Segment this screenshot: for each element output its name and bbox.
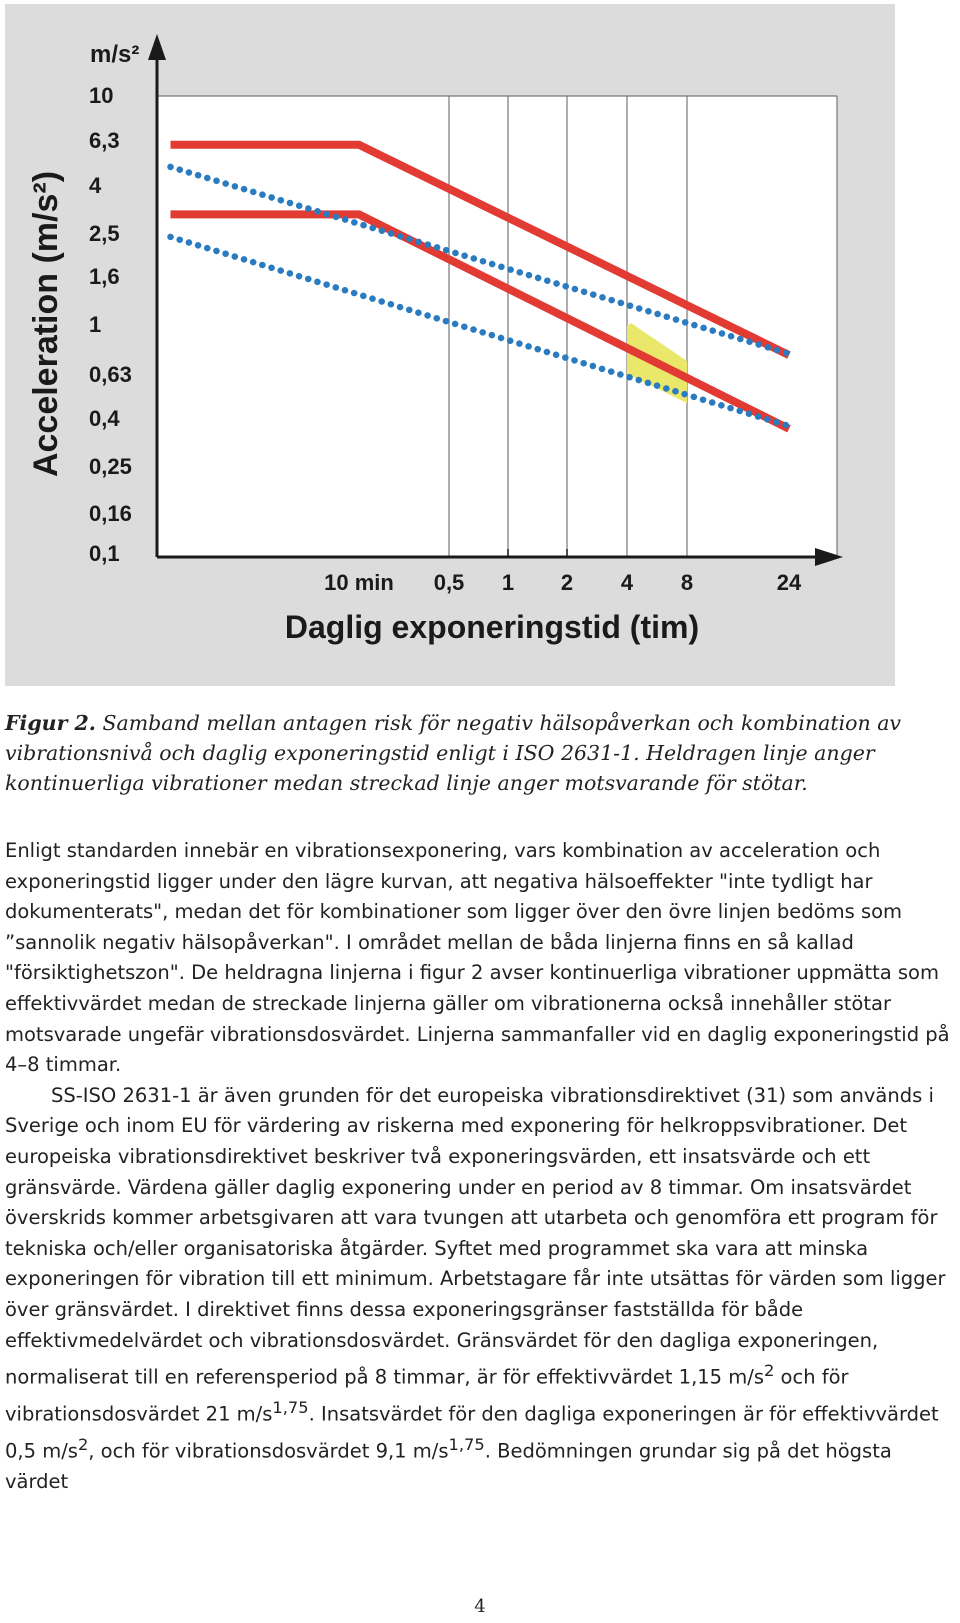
y-tick-label: 10 — [89, 83, 114, 108]
y-tick-label: 4 — [89, 173, 102, 198]
y-tick-label: 0,4 — [89, 406, 120, 431]
figure-label: Figur 2. — [5, 711, 96, 735]
superscript: 1,75 — [272, 1398, 309, 1418]
y-tick-label: 1 — [89, 312, 102, 337]
paragraph-2-part-a: SS-ISO 2631-1 är även grunden för det europeiska vibrationsdirektivet (31) som används i Sverige och inom EU för värdering av riskerna med exponering för helkroppsvibrationer. Det europeiska vibrationsdirektivet beskriver två exponeringsvärden, ett insatsvärde och ett gränsvärde. Värdena gäller daglig exponering under en period av 8 timmar. Om insatsvärdet överskrids kommer arbetsgivaren att vara tvungen att utarbeta och genomföra ett program för tekniska och/eller organisatoriska åtgärder. Syftet med programmet ska vara att minska exponeringen för vibration till ett minimum. Arbetstagare får inte utsättas för värden som ligger över gränsvärdet. I direktivet finns dessa exponeringsgränser fastställda för både effektivmedelvärdet och vibrationsdosvärdet. Gränsvärdet för den dagliga exponeringen, normaliserat till en referensperiod på 8 timmar, är för effektivvärdet 1,15 m/s — [5, 1083, 946, 1389]
paragraph-2-part-b: och för vibrationsdosvärdet 21 m/s — [5, 1365, 849, 1426]
y-tick-label: 1,6 — [89, 264, 120, 289]
chart-figure — [5, 4, 895, 686]
page-number: 4 — [474, 1596, 486, 1617]
paragraph-2 — [5, 1081, 955, 1498]
figure-caption — [5, 708, 935, 798]
paragraph-2-part-c: . Insatsvärdet för den dagliga exponeringen är för effektivvärdet 0,5 m/s — [5, 1402, 939, 1463]
x-tick-label: 1 — [501, 570, 515, 595]
chart-svg — [5, 4, 895, 686]
x-tick-label: 24 — [776, 570, 802, 595]
x-tick-label: 8 — [680, 570, 694, 595]
body-text — [5, 836, 955, 1498]
paragraph-2-part-e: . Bedömningen grundar sig på det högsta värdet — [5, 1439, 892, 1494]
x-tick-label: 2 — [560, 570, 574, 595]
x-axis-title: Daglig exponeringstid (tim) — [284, 609, 700, 645]
y-tick-label: 0,16 — [89, 501, 132, 526]
y-tick-label: 2,5 — [89, 221, 120, 246]
y-tick-label: 6,3 — [89, 128, 120, 153]
caption-text: Samband mellan antagen risk för negativ hälsopåverkan och kombination av vibrationsnivå och daglig exponeringstid enligt i ISO 2631-1. Heldragen linje anger kontinuerliga vibrationer medan streckad linje anger motsvarande för stötar. — [5, 711, 902, 795]
paragraph-1: Enligt standarden innebär en vibrationsexponering, vars kombination av acceleration och exponeringstid ligger under den lägre kurvan, att negativa hälsoeffekter "inte tydligt har dokumenterats", medan det för kombinationer som ligger över den övre linjen bedöms som ”sannolik negativ hälsopåverkan". I området mellan de båda linjerna finns en så kallad "försiktighetszon". De heldragna linjerna i figur 2 avser kontinuerliga vibrationer uppmätta som effektivvärdet medan de streckade linjerna gäller om vibrationerna också innehåller stötar motsvarade ungefär vibrationsdosvärdet. Linjerna sammanfaller vid en daglig exponeringstid på 4–8 timmar. — [5, 839, 950, 1077]
y-unit-label: m/s² — [90, 41, 140, 68]
superscript: 2 — [77, 1435, 89, 1455]
superscript: 2 — [764, 1361, 775, 1381]
y-tick-label: 0,25 — [89, 454, 132, 479]
y-tick-label: 0,1 — [89, 541, 120, 566]
x-tick-label: 0,5 — [433, 570, 465, 595]
superscript: 1,75 — [448, 1435, 485, 1455]
y-tick-label: 0,63 — [89, 362, 132, 387]
y-axis-title: Acceleration (m/s²) — [27, 170, 65, 478]
x-tick-label: 10 min — [324, 570, 394, 595]
paragraph-2-part-d: , och för vibrationsdosvärdet 9,1 m/s — [88, 1439, 449, 1463]
x-tick-label: 4 — [620, 570, 634, 595]
